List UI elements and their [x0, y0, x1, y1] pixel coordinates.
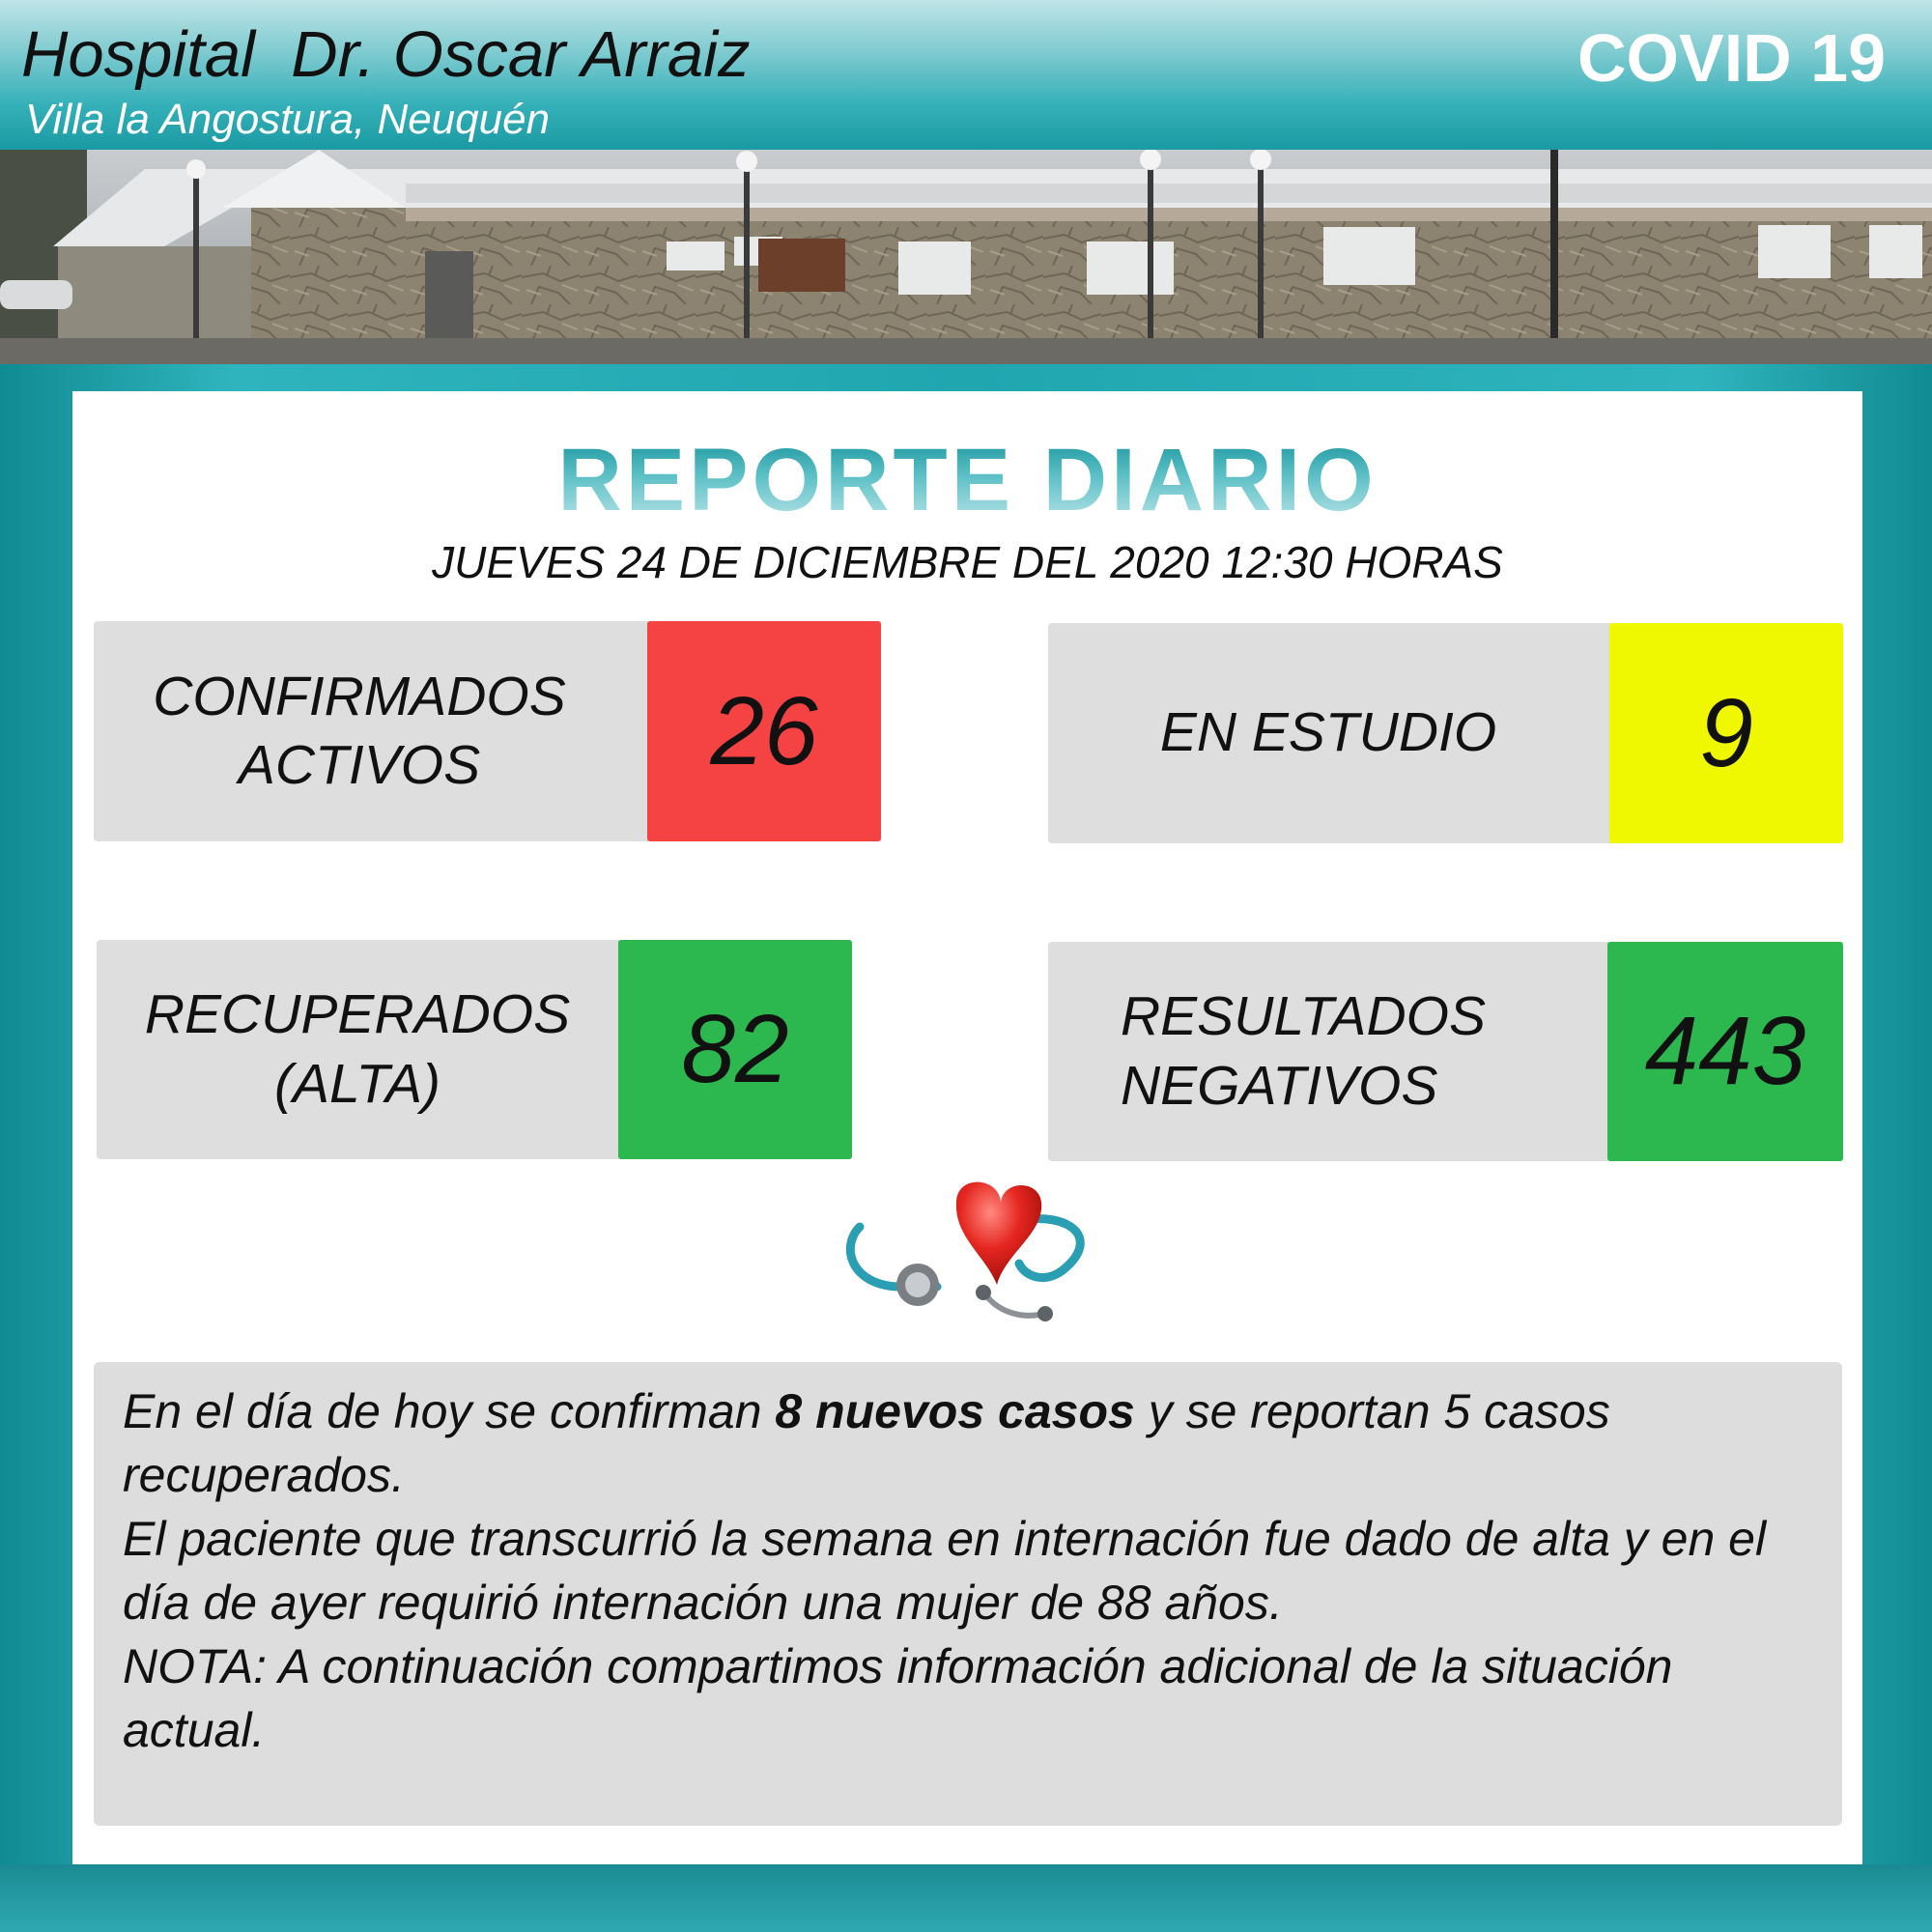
stat-en-estudio [1048, 623, 1843, 843]
stat-label: EN ESTUDIO [1159, 701, 1497, 764]
stat-value: 443 [1607, 942, 1843, 1161]
stat-value: 9 [1609, 623, 1843, 843]
hospital-name: Hospital Dr. Oscar Arraiz [21, 18, 751, 91]
stat-label: RESULTADOS NEGATIVOS [1121, 985, 1486, 1117]
stat-confirmados-activos [94, 621, 881, 841]
hospital-building-photo [0, 150, 1932, 364]
report-note [94, 1362, 1842, 1826]
stat-resultados-negativos [1048, 942, 1843, 1161]
report-panel [72, 391, 1862, 1864]
header [0, 0, 1932, 150]
stat-label: CONFIRMADOS ACTIVOS [153, 665, 566, 796]
hospital-location: Villa la Angostura, Neuquén [25, 96, 551, 143]
stat-recuperados [97, 940, 852, 1159]
note-paragraph: NOTA: A continuación compartimos información adicional de la situación actual. [123, 1639, 1673, 1757]
note-paragraph: El paciente que transcurrió la semana en internación fue dado de alta y en el día de ayer requirió internación una mujer de 88 años. [123, 1512, 1767, 1630]
covid-tag: COVID 19 [1577, 20, 1886, 96]
stat-value: 82 [618, 940, 852, 1159]
report-title: REPORTE DIARIO [72, 430, 1862, 531]
report-date: JUEVES 24 DE DICIEMBRE DEL 2020 12:30 HORAS [432, 537, 1503, 587]
stat-label: RECUPERADOS (ALTA) [144, 983, 571, 1115]
stat-value: 26 [647, 621, 881, 841]
heart-stethoscope-icon [831, 1179, 1121, 1333]
note-paragraph [123, 1379, 1813, 1507]
note-text: y se reportan 5 casos recuperados. [123, 1384, 1610, 1502]
note-highlight: 8 nuevos casos [775, 1384, 1135, 1438]
footer-bar [0, 1864, 1932, 1932]
note-text: En el día de hoy se confirman [123, 1384, 776, 1438]
